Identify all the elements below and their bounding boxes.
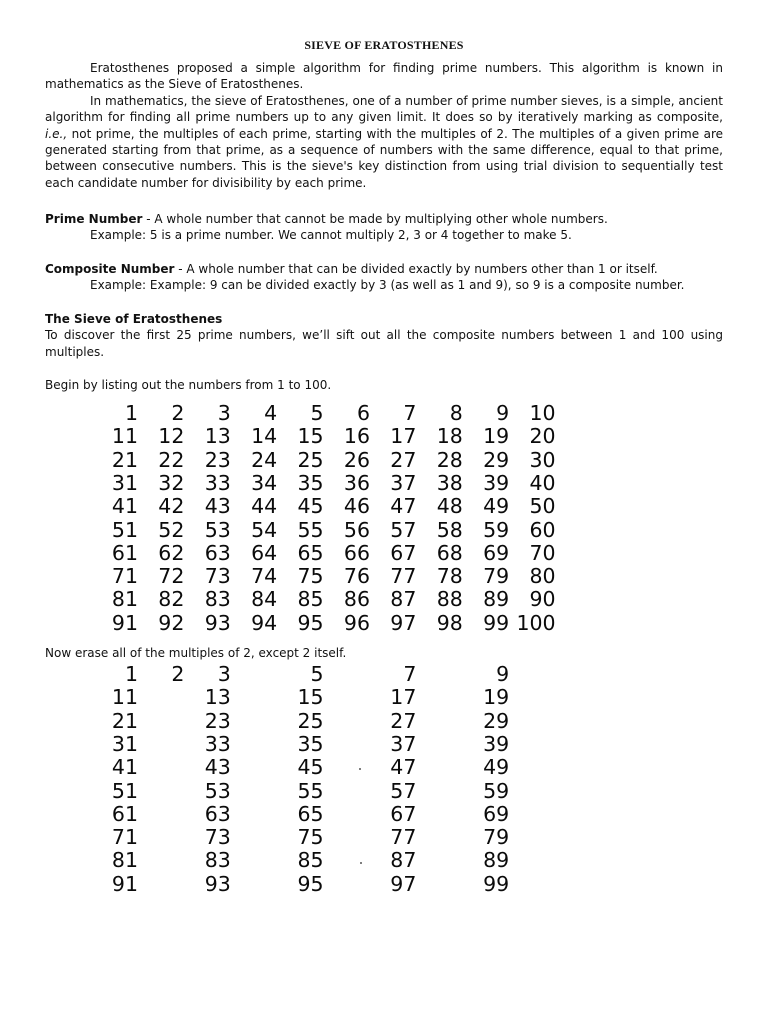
number-grid-multiples-of-2-removed xyxy=(92,663,588,898)
sieve-intro-text: To discover the first 25 prime numbers, we’ll sift out all the composite numbers between 1 and 100 using multiples. xyxy=(45,328,723,359)
grid-sieved-cell: 93 xyxy=(204,871,231,896)
grid-sieved-cell: 87 xyxy=(390,848,417,873)
scan-speck xyxy=(360,862,362,864)
prime-example: Example: 5 is a prime number. We cannot multiply 2, 3 or 4 together to make 5. xyxy=(90,228,572,243)
grid-full-cell: 17 xyxy=(390,424,417,449)
grid-sieved-cell: 67 xyxy=(390,801,417,826)
grid-full-cell: 80 xyxy=(529,564,556,589)
grid-full-cell: 47 xyxy=(390,494,417,519)
grid-full-cell: 84 xyxy=(251,587,278,612)
grid-sieved-cell: 85 xyxy=(297,848,324,873)
grid-full-cell: 20 xyxy=(529,424,556,449)
grid-sieved-cell: 31 xyxy=(111,731,138,756)
grid-sieved-cell: 95 xyxy=(297,871,324,896)
grid-full-cell: 100 xyxy=(516,610,556,635)
grid-full-cell: 72 xyxy=(158,564,185,589)
grid-full-cell: 3 xyxy=(217,401,231,425)
grid-full-cell: 30 xyxy=(529,447,556,472)
grid-full-cell: 22 xyxy=(158,447,185,472)
grid-full-cell: 66 xyxy=(343,540,370,565)
grid-full-cell: 46 xyxy=(343,494,370,519)
grid-full-cell: 78 xyxy=(436,564,463,589)
grid-sieved-cell: 53 xyxy=(204,778,231,803)
intro-ie: i.e., xyxy=(45,126,68,141)
grid-full-cell: 73 xyxy=(204,564,231,589)
grid-full-cell: 32 xyxy=(158,470,185,495)
grid-full-cell: 83 xyxy=(204,587,231,612)
grid-full-cell: 48 xyxy=(436,494,463,519)
grid-full-cell: 42 xyxy=(158,494,185,519)
grid-full-cell: 8 xyxy=(449,401,463,425)
grid-full-cell: 35 xyxy=(297,470,324,495)
grid-full-cell: 57 xyxy=(390,517,417,542)
grid-sieved-cell: 99 xyxy=(483,871,510,896)
grid-sieved-cell: 3 xyxy=(217,662,231,686)
sieve-section xyxy=(45,311,723,360)
grid-sieved-cell: 79 xyxy=(483,825,510,850)
grid-full-cell: 56 xyxy=(343,517,370,542)
grid-full-cell: 97 xyxy=(390,610,417,635)
grid-full-cell: 13 xyxy=(204,424,231,449)
grid-sieved-cell: 17 xyxy=(390,685,417,710)
grid-full-cell: 18 xyxy=(436,424,463,449)
grid-full-cell: 68 xyxy=(436,540,463,565)
grid-sieved-cell: 63 xyxy=(204,801,231,826)
grid-sieved-cell: 23 xyxy=(204,708,231,733)
grid-full-cell: 67 xyxy=(390,540,417,565)
grid-full-cell: 94 xyxy=(251,610,278,635)
grid-full-cell: 88 xyxy=(436,587,463,612)
grid-full-cell: 31 xyxy=(111,470,138,495)
grid-full-cell: 28 xyxy=(436,447,463,472)
grid-full-cell: 6 xyxy=(356,401,370,425)
grid-full-cell: 21 xyxy=(111,447,138,472)
grid-sieved-cell: 29 xyxy=(483,708,510,733)
composite-example: Example: Example: 9 can be divided exactly by 3 (as well as 1 and 9), so 9 is a composite number. xyxy=(90,278,685,293)
begin-instruction: Begin by listing out the numbers from 1 to 100. xyxy=(45,378,332,392)
grid-sieved-cell: 25 xyxy=(297,708,324,733)
grid-full-cell: 53 xyxy=(204,517,231,542)
grid-full-cell: 75 xyxy=(297,564,324,589)
composite-section xyxy=(45,261,723,294)
grid-full-cell: 92 xyxy=(158,610,185,635)
grid-sieved-cell: 77 xyxy=(390,825,417,850)
grid-sieved-cell: 2 xyxy=(171,662,185,686)
grid-full-cell: 16 xyxy=(343,424,370,449)
grid-full-cell: 43 xyxy=(204,494,231,519)
erase-instruction: Now erase all of the multiples of 2, except 2 itself. xyxy=(45,646,347,660)
composite-definition xyxy=(45,261,723,277)
grid-full-cell: 60 xyxy=(529,517,556,542)
grid-full-cell: 15 xyxy=(297,424,324,449)
grid-full-cell: 4 xyxy=(264,401,278,425)
grid-full-cell: 49 xyxy=(483,494,510,519)
grid-full-cell: 10 xyxy=(529,401,556,425)
prime-definition-text: - A whole number that cannot be made by multiplying other whole numbers. xyxy=(142,212,608,226)
grid-full-cell: 51 xyxy=(111,517,138,542)
grid-full-cell: 82 xyxy=(158,587,185,612)
grid-sieved-cell: 19 xyxy=(483,685,510,710)
grid-full-cell: 98 xyxy=(436,610,463,635)
intro-section xyxy=(45,60,723,191)
grid-full-cell: 81 xyxy=(111,587,138,612)
composite-term: Composite Number xyxy=(45,262,175,276)
grid-full-cell: 37 xyxy=(390,470,417,495)
grid-sieved-cell: 89 xyxy=(483,848,510,873)
grid-sieved-cell: 59 xyxy=(483,778,510,803)
sieve-heading: The Sieve of Eratosthenes xyxy=(45,312,223,326)
grid-sieved-cell: 35 xyxy=(297,731,324,756)
grid-sieved-cell: 47 xyxy=(390,755,417,780)
grid-sieved-cell: 81 xyxy=(111,848,138,873)
grid-full-cell: 77 xyxy=(390,564,417,589)
grid-sieved-cell: 97 xyxy=(390,871,417,896)
grid-full-cell: 34 xyxy=(251,470,278,495)
grid-full-cell: 95 xyxy=(297,610,324,635)
grid-sieved-cell: 21 xyxy=(111,708,138,733)
grid-full-cell: 11 xyxy=(111,424,138,449)
grid-sieved-cell: 69 xyxy=(483,801,510,826)
grid-sieved-cell: 51 xyxy=(111,778,138,803)
grid-sieved-cell: 33 xyxy=(204,731,231,756)
prime-definition xyxy=(45,211,723,227)
grid-full-cell: 23 xyxy=(204,447,231,472)
grid-sieved-cell: 61 xyxy=(111,801,138,826)
grid-full-cell: 50 xyxy=(529,494,556,519)
grid-full-cell: 79 xyxy=(483,564,510,589)
grid-sieved-cell: 49 xyxy=(483,755,510,780)
grid-full-cell: 64 xyxy=(251,540,278,565)
grid-full-cell: 25 xyxy=(297,447,324,472)
intro-paragraph-1: Eratosthenes proposed a simple algorithm for finding prime numbers. This algorithm is known in mathematics as the Sieve of Eratosthenes. xyxy=(45,61,723,92)
grid-full-cell: 62 xyxy=(158,540,185,565)
grid-sieved-cell: 57 xyxy=(390,778,417,803)
grid-full-cell: 87 xyxy=(390,587,417,612)
intro-paragraph-2-text-b: not prime, the multiples of each prime, starting with the multiples of 2. The multiples of a given prime are generated starting from that prime, as a sequence of numbers with the same difference, equal to that prime, between consecutive numbers. This is the sieve's key distinction from using trial division to sequentially test each candidate number for divisibility by each prime. xyxy=(45,126,723,190)
grid-full-cell: 76 xyxy=(343,564,370,589)
grid-full-cell: 44 xyxy=(251,494,278,519)
grid-sieved-cell: 5 xyxy=(310,662,324,686)
grid-full-cell: 14 xyxy=(251,424,278,449)
grid-full-cell: 69 xyxy=(483,540,510,565)
prime-term: Prime Number xyxy=(45,212,143,226)
grid-full-cell: 96 xyxy=(343,610,370,635)
grid-full-cell: 85 xyxy=(297,587,324,612)
grid-full-cell: 63 xyxy=(204,540,231,565)
grid-full-cell: 93 xyxy=(204,610,231,635)
grid-full-cell: 41 xyxy=(111,494,138,519)
grid-full-cell: 71 xyxy=(111,564,138,589)
grid-sieved-cell: 65 xyxy=(297,801,324,826)
grid-full-cell: 19 xyxy=(483,424,510,449)
grid-full-cell: 99 xyxy=(483,610,510,635)
grid-sieved-cell: 45 xyxy=(297,755,324,780)
grid-full-cell: 91 xyxy=(111,610,138,635)
prime-section xyxy=(45,211,723,244)
grid-full-cell: 45 xyxy=(297,494,324,519)
grid-sieved-cell: 55 xyxy=(297,778,324,803)
grid-full-cell: 36 xyxy=(343,470,370,495)
grid-full-cell: 59 xyxy=(483,517,510,542)
grid-sieved-cell: 41 xyxy=(111,755,138,780)
composite-definition-text: - A whole number that can be divided exactly by numbers other than 1 or itself. xyxy=(174,262,658,276)
grid-full-cell: 24 xyxy=(251,447,278,472)
grid-full-cell: 55 xyxy=(297,517,324,542)
grid-sieved-cell: 83 xyxy=(204,848,231,873)
grid-sieved-cell: 43 xyxy=(204,755,231,780)
grid-full-cell: 27 xyxy=(390,447,417,472)
grid-full-cell: 1 xyxy=(124,401,138,425)
grid-sieved-cell: 1 xyxy=(124,662,138,686)
grid-full-cell: 40 xyxy=(529,470,556,495)
grid-full-cell: 12 xyxy=(158,424,185,449)
number-grid-1-to-100 xyxy=(92,402,588,637)
grid-sieved-cell: 11 xyxy=(111,685,138,710)
page-title: SIEVE OF ERATOSTHENES xyxy=(304,38,464,52)
grid-full-cell: 65 xyxy=(297,540,324,565)
grid-sieved-cell: 9 xyxy=(496,662,510,686)
grid-sieved-cell: 7 xyxy=(403,662,417,686)
grid-full-cell: 61 xyxy=(111,540,138,565)
grid-full-cell: 58 xyxy=(436,517,463,542)
grid-full-cell: 52 xyxy=(158,517,185,542)
grid-full-cell: 29 xyxy=(483,447,510,472)
grid-sieved-cell: 37 xyxy=(390,731,417,756)
grid-full-cell: 7 xyxy=(403,401,417,425)
grid-sieved-cell: 27 xyxy=(390,708,417,733)
grid-sieved-cell: 71 xyxy=(111,825,138,850)
intro-paragraph-2-text-a: In mathematics, the sieve of Eratosthenes, one of a number of prime number sieves, is a simple, ancient algorithm for finding all prime numbers up to any given limit. It does so by iteratively marking as composite, xyxy=(45,93,723,125)
grid-sieved-cell: 75 xyxy=(297,825,324,850)
scan-speck xyxy=(359,768,361,770)
grid-full-cell: 2 xyxy=(171,401,185,425)
grid-full-cell: 89 xyxy=(483,587,510,612)
grid-sieved-cell: 73 xyxy=(204,825,231,850)
grid-full-cell: 70 xyxy=(529,540,556,565)
grid-sieved-cell: 91 xyxy=(111,871,138,896)
grid-sieved-cell: 39 xyxy=(483,731,510,756)
grid-full-cell: 90 xyxy=(529,587,556,612)
grid-full-cell: 5 xyxy=(310,401,324,425)
grid-full-cell: 86 xyxy=(343,587,370,612)
grid-sieved-cell: 15 xyxy=(297,685,324,710)
grid-full-cell: 39 xyxy=(483,470,510,495)
grid-sieved-cell: 13 xyxy=(204,685,231,710)
grid-full-cell: 33 xyxy=(204,470,231,495)
grid-full-cell: 26 xyxy=(343,447,370,472)
intro-paragraph-2 xyxy=(45,93,723,191)
grid-full-cell: 54 xyxy=(251,517,278,542)
grid-full-cell: 9 xyxy=(496,401,510,425)
grid-full-cell: 38 xyxy=(436,470,463,495)
grid-full-cell: 74 xyxy=(251,564,278,589)
